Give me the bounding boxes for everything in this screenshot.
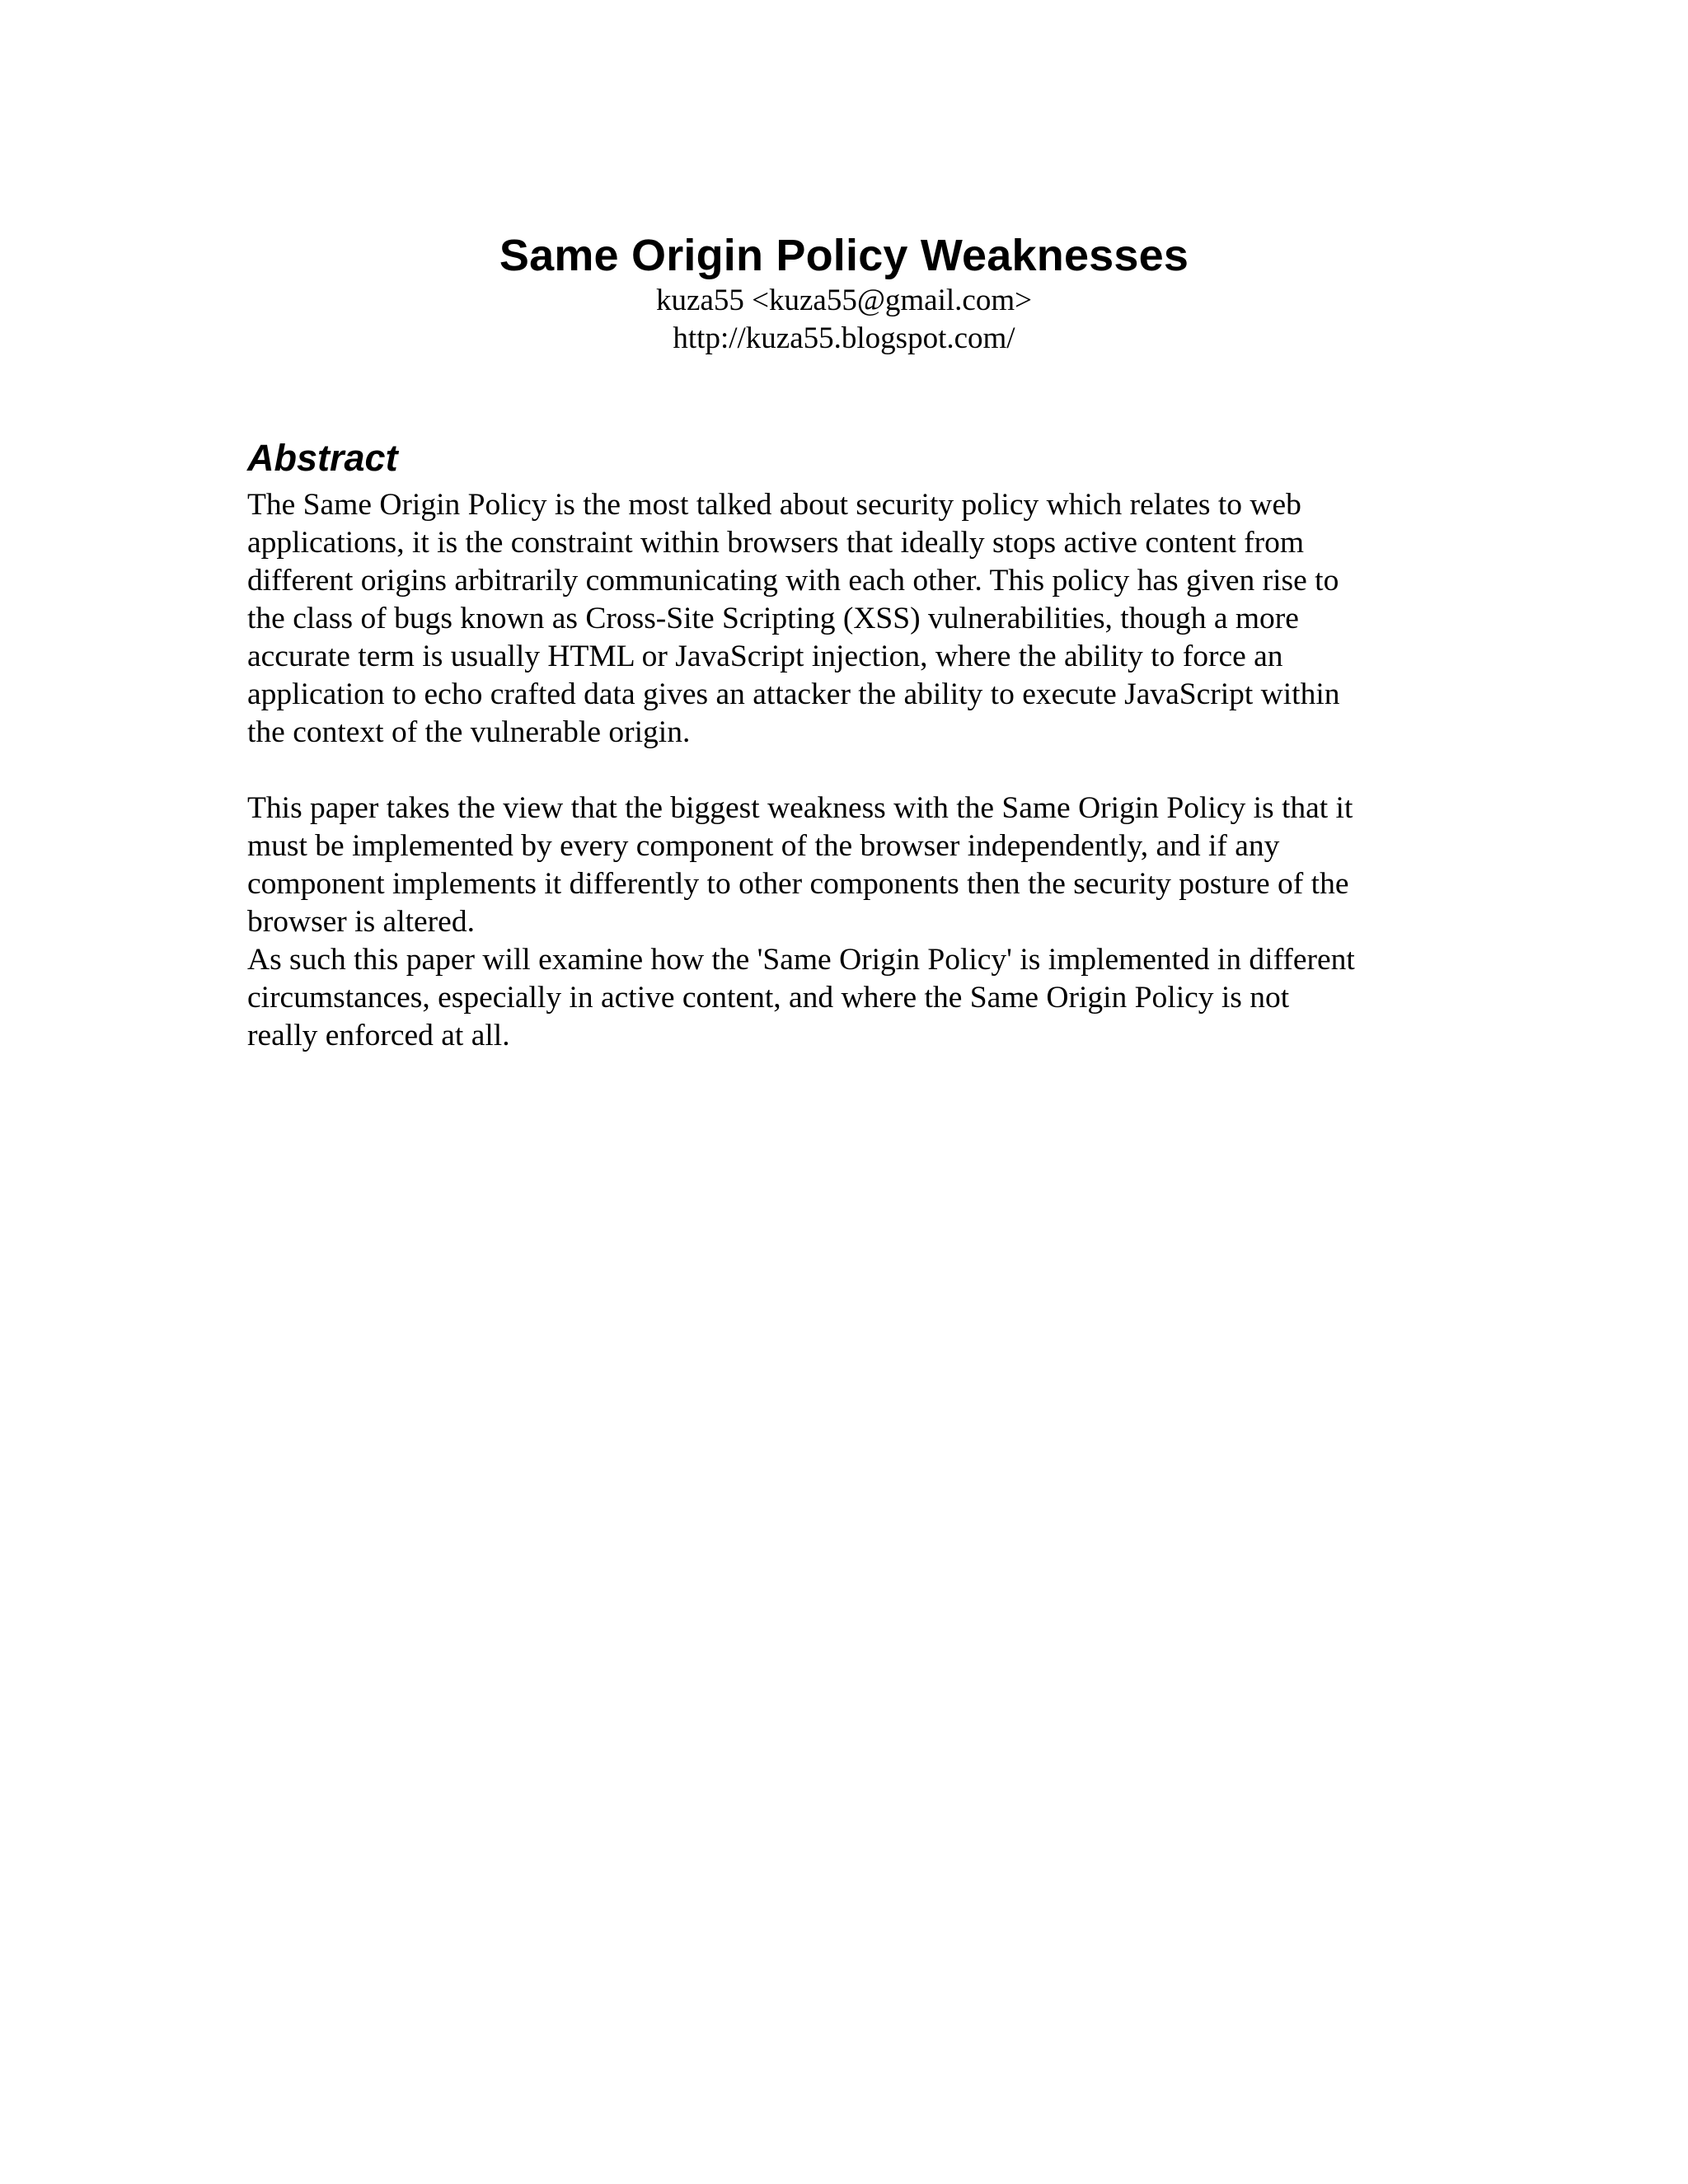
paragraph-spacer [247, 752, 1451, 790]
abstract-heading: Abstract [247, 437, 398, 479]
abstract-paragraph-2: This paper takes the view that the biggest weakness with the Same Origin Policy is that it must be implemented by every component of the browser independently, and if any component implements it differently to other components then the security posture of the browser is altered. [247, 791, 1353, 939]
author-url: http://kuza55.blogspot.com/ [673, 321, 1015, 355]
abstract-section [247, 434, 1451, 1055]
paper-title: Same Origin Policy Weaknesses [499, 231, 1189, 280]
abstract-paragraph-1: The Same Origin Policy is the most talked about security policy which relates to web applications, it is the constraint within browsers that ideally stops active content from different origins arbitrarily communicating with each other. This policy has given rise to the class of bugs known as Cross-Site Scripting (XSS) vulnerabilities, though a more accurate term is usually HTML or JavaScript injection, where the ability to force an application to echo crafted data gives an attacker the ability to execute JavaScript within the context of the vulnerable origin. [247, 488, 1340, 749]
title-block [0, 229, 1688, 358]
author-email: kuza55 <kuza55@gmail.com> [656, 284, 1032, 317]
abstract-paragraph-3: As such this paper will examine how the 'Same Origin Policy' is implemented in different circumstances, especially in active content, and where the Same Origin Policy is not really enforced at all. [247, 943, 1355, 1052]
